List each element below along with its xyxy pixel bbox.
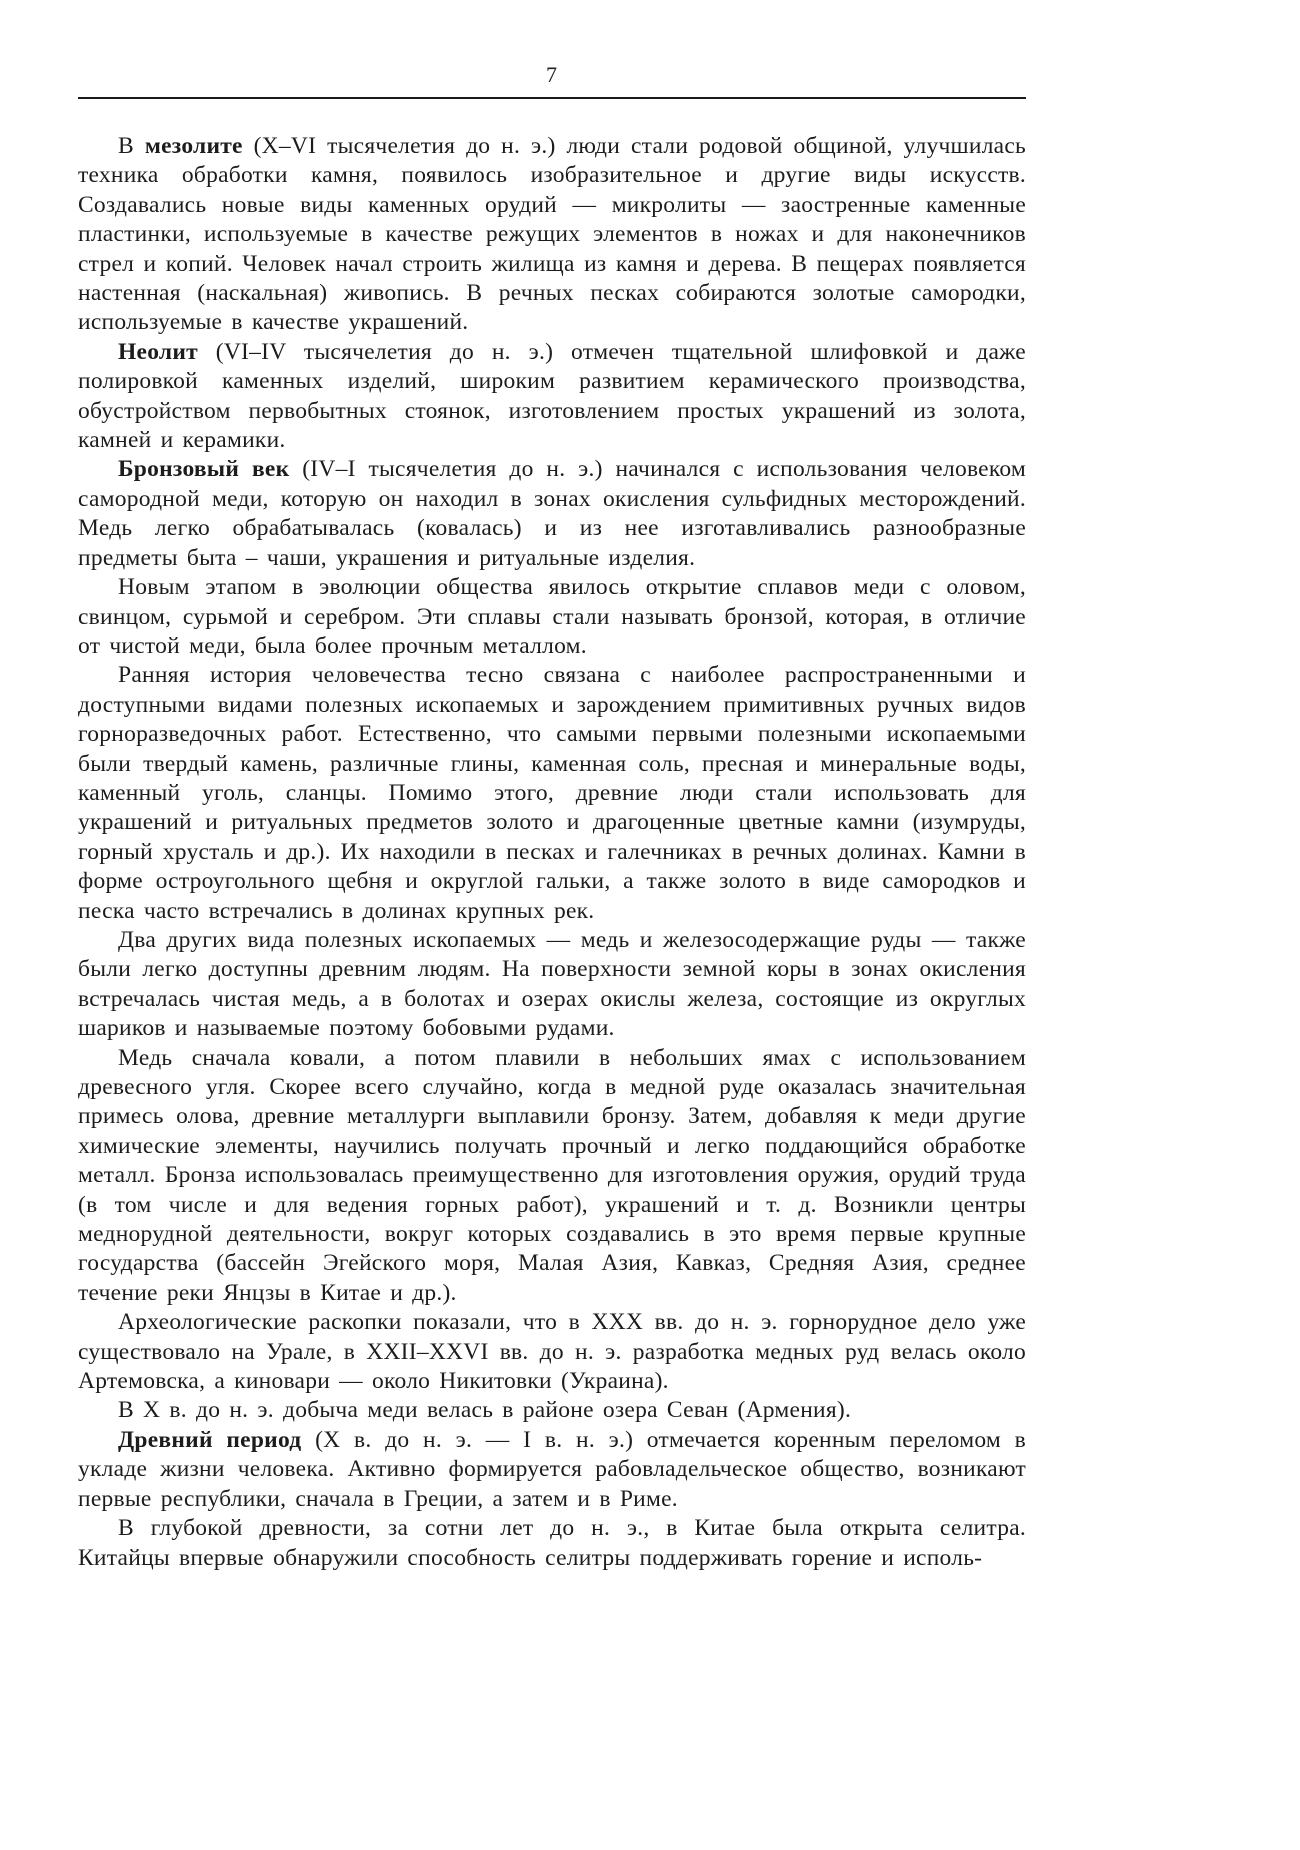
paragraph-text: В глубокой древности, за сотни лет до н. э., в Китае была открыта селитра. Китайцы впервые обнаружили способность селитры поддерживать горение и исполь- <box>78 1515 1026 1571</box>
paragraph-lead-bold: Бронзовый век <box>118 456 290 483</box>
paragraph-copper-smelting <box>78 1044 1026 1309</box>
page-header <box>78 62 1026 99</box>
paragraph-text: Ранняя история человечества тесно связана с наиболее распространенными и доступными видами полезных ископаемых и зарождением примитивных ручных видов горноразведочных работ. Естественно, что самыми первыми полезными ископаемыми были твердый камень, различные глины, каменная соль, пресная и минеральные воды, каменный уголь, сланцы. Помимо этого, древние люди стали использовать для украшений и ритуальных предметов золото и драгоценные цветные камни (изумруды, горный хрусталь и др.). Их находили в песках и галечниках в речных долинах. Камни в форме остроугольного щебня и округлой гальки, а также золото в виде самородков и песка часто встречались в долинах крупных рек. <box>78 662 1026 924</box>
paragraph-lead-bold: Древний период <box>118 1426 302 1453</box>
paragraph-archaeology <box>78 1308 1026 1396</box>
paragraph-text: В X в. до н. э. добыча меди велась в районе озера Севан (Армения). <box>118 1397 852 1424</box>
paragraph-mesolithic <box>78 132 1026 338</box>
paragraph-neolithic <box>78 338 1026 456</box>
paragraph-text: Два других вида полезных ископаемых — медь и железосодержащие руды — также были легко доступны древним людям. На поверхности земной коры в зонах окисления встречалась чистая медь, а в болотах и озерах окислы железа, состоящие из округлых шариков и называемые поэтому бобовыми рудами. <box>78 926 1026 1042</box>
page-content <box>78 62 1026 1573</box>
paragraph-text: (X–VI тысячелетия до н. э.) люди стали родовой общиной, улучшилась техника обработки камня, появилось изобразительное и другие виды искусств. Создавались новые виды каменных орудий — микролиты — заостренные каменные пластинки, используемые в качестве режущих элементов в ножах и для наконечников стрел и копий. Человек начал строить жилища из камня и дерева. В пещерах появляется настенная (наскальная) живопись. В речных песках собираются золотые самородки, используемые в качестве украшений. <box>78 133 1026 336</box>
paragraph-early-history <box>78 661 1026 926</box>
page-body <box>78 132 1026 1573</box>
paragraph-text: (X в. до н. э. — I в. н. э.) отмечается коренным переломом в укладе жизни человека. Активно формируется рабовладельческое общество, возникают первые республики, сначала в Греции, а затем и в Риме. <box>78 1426 1026 1512</box>
paragraph-text: Новым этапом в эволюции общества явилось открытие сплавов меди с оловом, свинцом, сурьмой и серебром. Эти сплавы стали называть бронзой, которая, в отличие от чистой меди, была более прочным металлом. <box>78 574 1026 659</box>
paragraph-sevan <box>78 1396 1026 1425</box>
header-rule <box>78 97 1026 99</box>
paragraph-lead-bold: Неолит <box>118 338 198 365</box>
paragraph-text: Археологические раскопки показали, что в XXX вв. до н. э. горнорудное дело уже существовало на Урале, в XXII–XXVI вв. до н. э. разработка медных руд велась около Артемовска, а киновари — около Никитовки (Украина). <box>78 1309 1026 1395</box>
paragraph-saltpeter <box>78 1514 1026 1573</box>
paragraph-text: Медь сначала ковали, а потом плавили в небольших ямах с использованием древесного угля. Скорее всего случайно, когда в медной руде оказалась значительная примесь олова, древние металлурги выплавили бронзу. Затем, добавляя к меди другие химические элементы, научились получать прочный и легко поддающийся обработке металл. Бронза использовалась преимущественно для изготовления оружия, орудий труда (в том числе и для ведения горных работ), украшений и т. д. Возникли центры меднорудной деятельности, вокруг которых создавались в это время первые крупные государства (бассейн Эгейского моря, Малая Азия, Кавказ, Средняя Азия, среднее течение реки Янцзы в Китае и др.). <box>78 1044 1026 1306</box>
paragraph-pre: В <box>118 133 145 159</box>
paragraph-ancient-period <box>78 1426 1026 1514</box>
paragraph-bronze-age <box>78 455 1026 573</box>
page-number: 7 <box>546 62 558 87</box>
paragraph-text: (VI–IV тысячелетия до н. э.) отмечен тщательной шлифовкой и даже полировкой каменных изделий, широким развитием керамического производства, обустройством первобытных стоянок, изготовлением простых украшений из золота, камней и керамики. <box>78 338 1026 454</box>
paragraph-copper-iron-ores <box>78 926 1026 1044</box>
paragraph-alloys <box>78 573 1026 661</box>
paragraph-text: (IV–I тысячелетия до н. э.) начинался с использования человеком самородной меди, которую он находил в зонах окисления сульфидных месторождений. Медь легко обрабатывалась (ковалась) и из нее изготавливались разнообразные предметы быта – чаши, украшения и ритуальные изделия. <box>78 456 1026 571</box>
paragraph-lead-bold: мезолите <box>144 133 243 159</box>
